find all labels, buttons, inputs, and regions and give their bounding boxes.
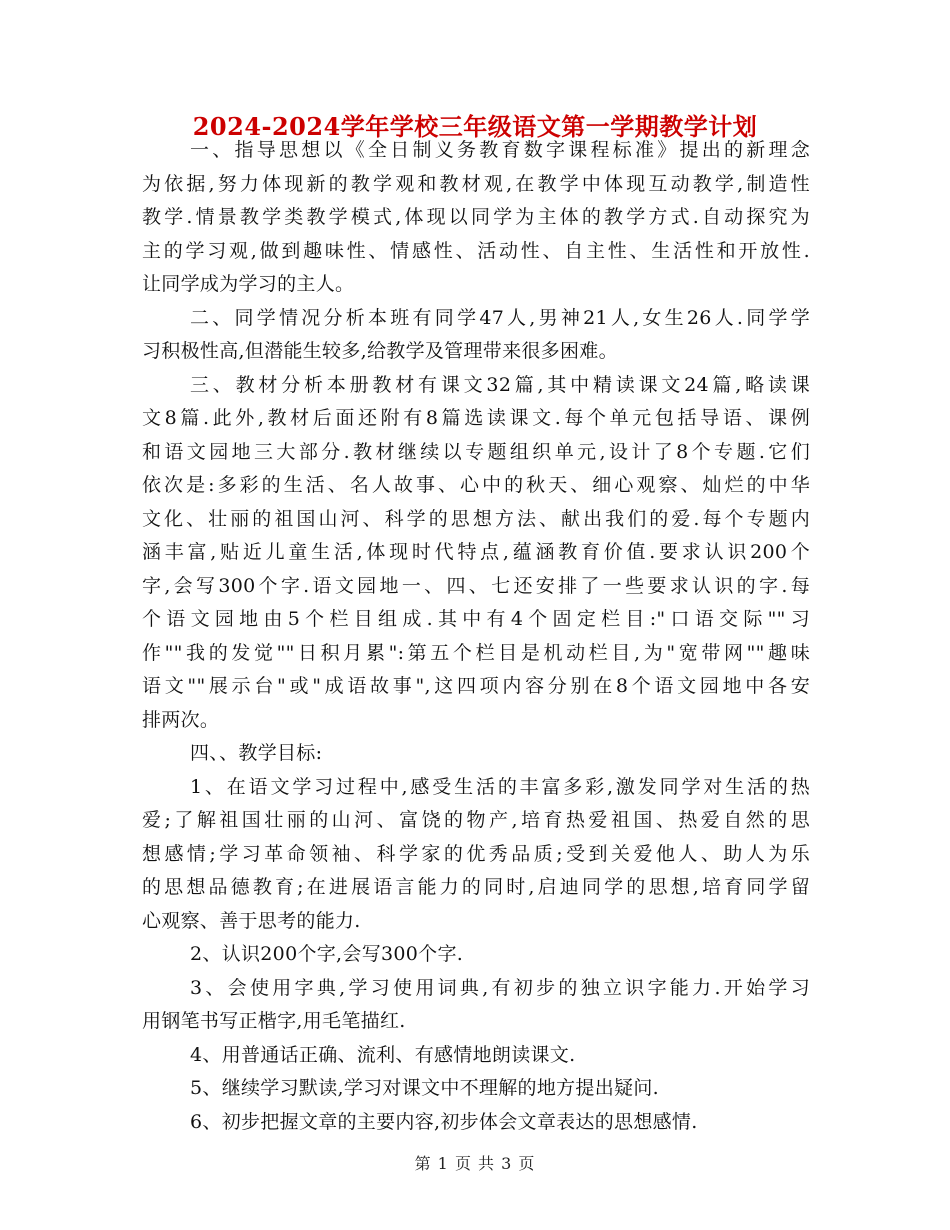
text-line: 三、教材分析本册教材有课文32篇,其中精读课文24篇,略读课 bbox=[190, 373, 810, 396]
text-line: 二、同学情况分析本班有同学47人,男神21人,女生26人.同学学 bbox=[190, 306, 810, 329]
text-line: 字,会写300个字.语文园地一、四、七还安排了一些要求认识的字.每 bbox=[142, 574, 810, 597]
text-line: 5、继续学习默读,学习对课文中不理解的地方提出疑问. bbox=[190, 1077, 659, 1099]
text-line: 依次是:多彩的生活、名人故事、心中的秋天、细心观察、灿烂的中华 bbox=[142, 474, 810, 496]
text-line: 和语文园地三大部分.教材继续以专题组织单元,设计了8个专题.它们 bbox=[142, 440, 810, 463]
text-line: 的思想品德教育;在进展语言能力的同时,启迪同学的思想,培育同学留 bbox=[142, 876, 810, 898]
text-line: 语文""展示台"或"成语故事",这四项内容分别在8个语文园地中各安 bbox=[142, 675, 810, 697]
text-line: 涵丰富,贴近儿童生活,体现时代特点,蕴涵教育价值.要求认识200个 bbox=[142, 541, 810, 563]
text-line: 个语文园地由5个栏目组成.其中有4个固定栏目:"口语交际""习 bbox=[142, 608, 810, 630]
page-footer: 第 1 页 共 3 页 bbox=[414, 1154, 536, 1173]
text-line: 排两次。 bbox=[142, 708, 220, 731]
document-body bbox=[142, 134, 810, 1139]
text-line: 用钢笔书写正楷字,用毛笔描红. bbox=[142, 1010, 406, 1032]
text-line: 作""我的发觉""日积月累":第五个栏目是机动栏目,为"宽带网""趣味 bbox=[142, 641, 810, 664]
text-line: 1、在语文学习过程中,感受生活的丰富多彩,激发同学对生活的热 bbox=[190, 775, 810, 798]
text-line: 6、初步把握文章的主要内容,初步体会文章表达的思想感情. bbox=[190, 1110, 698, 1133]
text-line: 为依据,努力体现新的教学观和教材观,在教学中体现互动教学,制造性 bbox=[142, 172, 810, 195]
text-line: 一、指导思想以《全日制义务教育数字课程标准》提出的新理念 bbox=[190, 139, 810, 161]
text-line: 3、会使用字典,学习使用词典,有初步的独立识字能力.开始学习 bbox=[190, 976, 810, 999]
text-line: 2、认识200个字,会写300个字. bbox=[190, 943, 464, 965]
text-line: 4、用普通话正确、流利、有感情地朗读课文. bbox=[190, 1043, 576, 1066]
text-line: 爱;了解祖国壮丽的山河、富饶的物产,培育热爱祖国、热爱自然的思 bbox=[142, 809, 810, 831]
text-line: 文化、壮丽的祖国山河、科学的思想方法、献出我们的爱.每个专题内 bbox=[142, 507, 810, 530]
text-line: 想感情;学习革命领袖、科学家的优秀品质;受到关爱他人、助人为乐 bbox=[142, 842, 810, 865]
document-title: 2024-2024学年学校三年级语文第一学期教学计划 bbox=[192, 112, 758, 141]
text-line: 教学.情景教学类教学模式,体现以同学为主体的教学方式.自动探究为 bbox=[142, 206, 810, 228]
text-line: 让同学成为学习的主人。 bbox=[142, 273, 355, 295]
text-line: 文8篇.此外,教材后面还附有8篇选读课文.每个单元包括导语、课例 bbox=[142, 407, 810, 429]
text-line: 习积极性高,但潜能生较多,给教学及管理带来很多困难。 bbox=[142, 340, 618, 362]
text-line: 主的学习观,做到趣味性、情感性、活动性、自主性、生活性和开放性. bbox=[142, 239, 810, 262]
text-line: 四、、教学目标: bbox=[190, 742, 323, 764]
text-line: 心观察、善于思考的能力. bbox=[142, 909, 361, 932]
